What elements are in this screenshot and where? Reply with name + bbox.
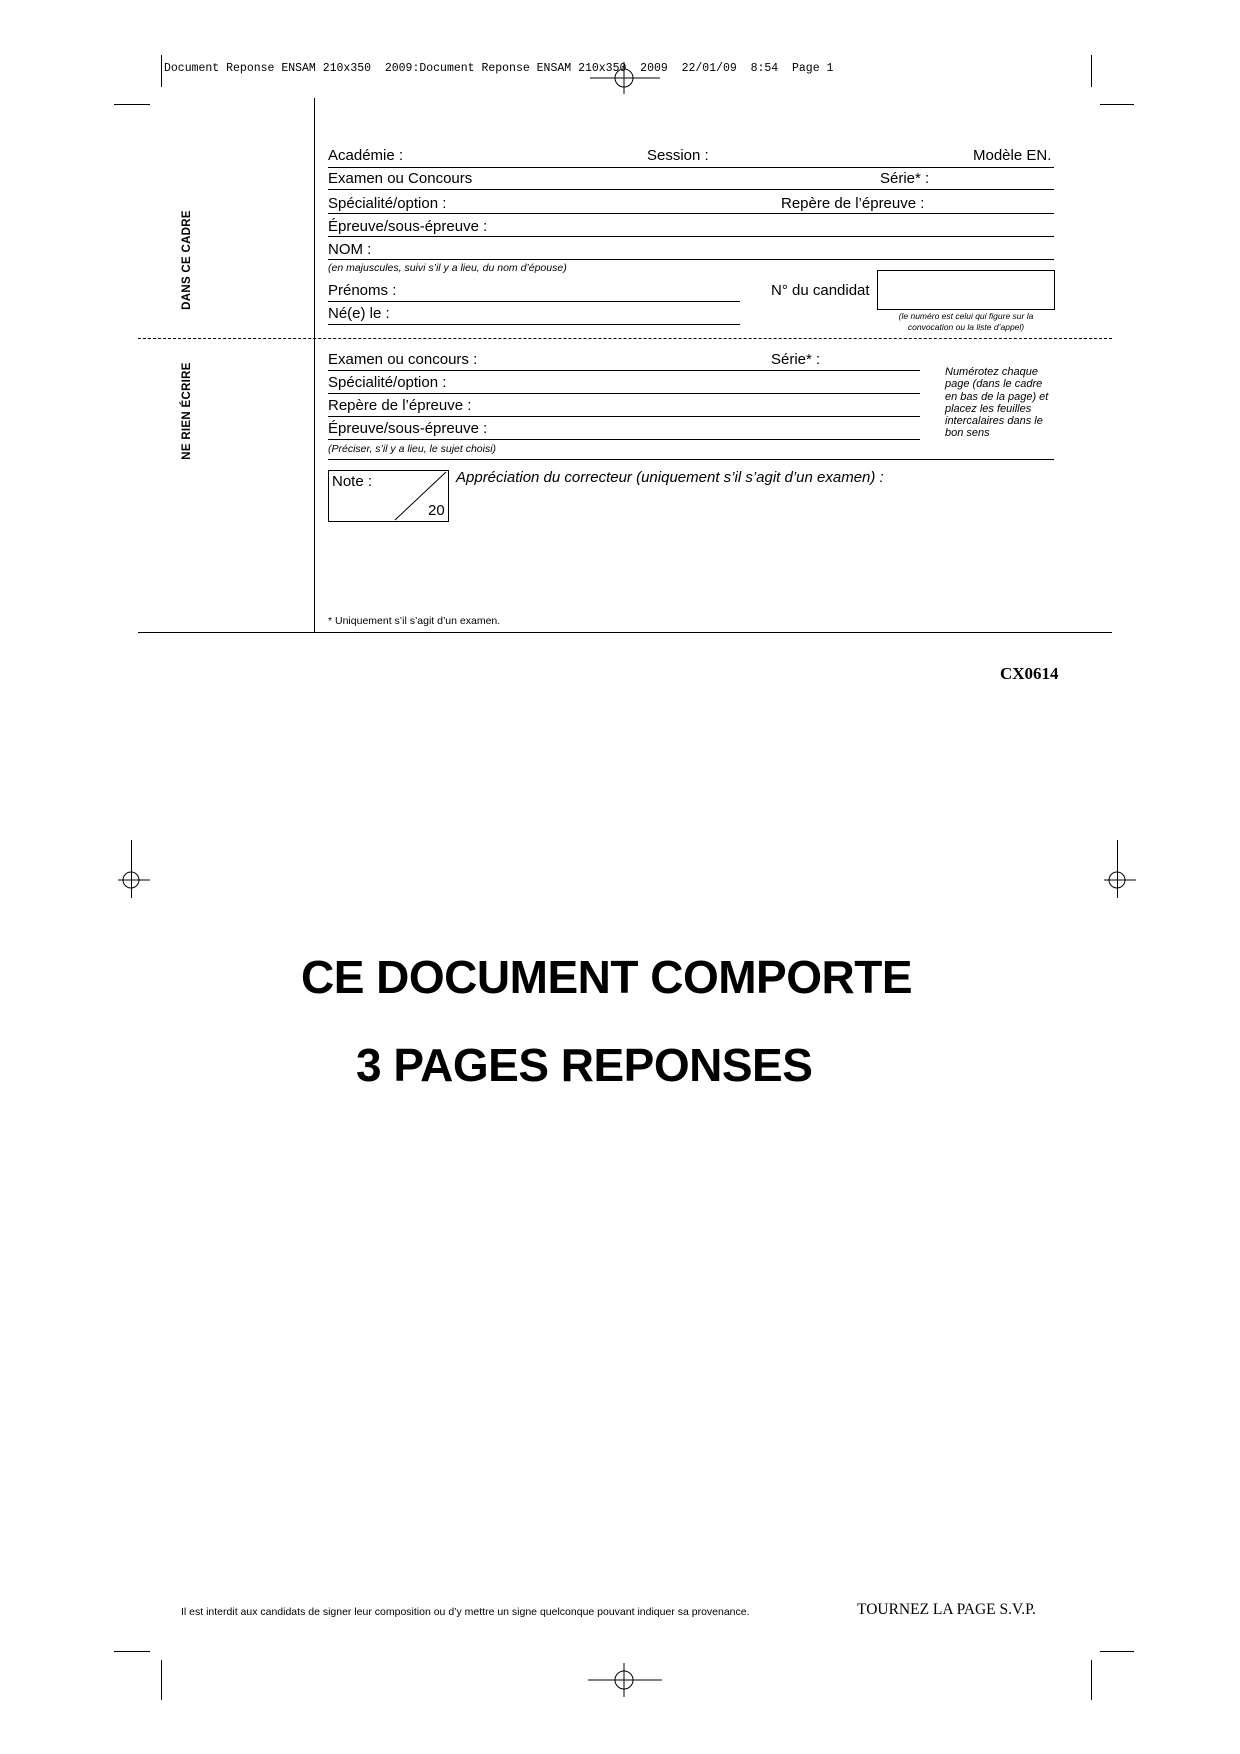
margin-divider <box>314 98 315 632</box>
epreuve-hint-line <box>328 459 1054 460</box>
session-label: Session : <box>647 147 709 164</box>
numerotez-note <box>945 366 1048 440</box>
ne-le-line <box>328 324 740 325</box>
repere-line-2 <box>328 416 920 417</box>
prenoms-line <box>328 301 740 302</box>
serie-label: Série* : <box>880 170 930 187</box>
candidat-hint-line-2: convocation ou la liste d’appel) <box>907 322 1025 332</box>
appreciation-label: Appréciation du correcteur (uniquement s’il s’agit d’un examen) : <box>456 469 884 486</box>
note-max: 20 <box>428 502 445 519</box>
prenoms-label: Prénoms : <box>328 282 397 299</box>
numerotez-line: Numérotez chaque <box>945 366 1038 378</box>
note-label: Note : <box>332 473 373 490</box>
examen-line <box>328 189 1054 190</box>
main-line-1: CE DOCUMENT COMPORTE <box>301 951 912 1003</box>
turn-page: TOURNEZ LA PAGE S.V.P. <box>857 1601 1036 1618</box>
margin-label-bottom: NE RIEN ÉCRIRE <box>181 362 193 460</box>
ne-le-label: Né(e) le : <box>328 305 390 322</box>
repere-label: Repère de l’épreuve : <box>781 195 925 212</box>
dashed-separator <box>138 338 1112 339</box>
specialite-line-2 <box>328 393 920 394</box>
specialite-label: Spécialité/option : <box>328 195 447 212</box>
numerotez-line: placez les feuilles <box>945 402 1032 415</box>
nom-line <box>328 259 1054 260</box>
numerotez-line: bon sens <box>945 427 990 440</box>
academie-line <box>328 167 1054 168</box>
epreuve-label-2: Épreuve/sous-épreuve : <box>328 420 488 437</box>
examen-concours-label: Examen ou concours : <box>328 351 478 368</box>
examen-label: Examen ou Concours <box>328 170 473 187</box>
numerotez-line: intercalaires dans le <box>945 415 1043 428</box>
candidat-hint-line-1: (le numéro est celui qui figure sur la <box>898 311 1034 321</box>
print-header: Document Reponse ENSAM 210x350 2009:Document Reponse ENSAM 210x350 2009 22/01/09 8:54 Page 1 <box>164 62 834 75</box>
footnote: * Uniquement s’il s’agit d’un examen. <box>328 615 501 627</box>
examen-concours-line <box>328 370 920 371</box>
epreuve-line-2 <box>328 439 920 440</box>
academie-label: Académie : <box>328 147 404 164</box>
specialite-line <box>328 213 1054 214</box>
epreuve-line <box>328 236 1054 237</box>
candidat-number-box[interactable] <box>877 270 1055 310</box>
epreuve-hint: (Préciser, s’il y a lieu, le sujet choisi) <box>328 443 497 455</box>
nom-hint: (en majuscules, suivi s’il y a lieu, du nom d’épouse) <box>328 262 567 274</box>
main-line-2: 3 PAGES REPONSES <box>356 1039 813 1091</box>
serie-label-2: Série* : <box>771 351 821 368</box>
candidat-hint <box>872 311 1060 333</box>
repere-label-2: Repère de l’épreuve : <box>328 397 472 414</box>
modele-label: Modèle EN. <box>973 147 1052 164</box>
nom-label: NOM : <box>328 241 372 258</box>
specialite-label-2: Spécialité/option : <box>328 374 447 391</box>
margin-label-top: DANS CE CADRE <box>181 210 193 310</box>
footer-notice: Il est interdit aux candidats de signer leur composition ou d’y mettre un signe quelconque pouvant indiquer sa provenance. <box>181 1606 750 1618</box>
numerotez-line: en bas de la page) et <box>945 390 1049 403</box>
numerotez-line: page (dans le cadre <box>945 378 1043 391</box>
candidat-label: N° du candidat <box>771 282 870 299</box>
form-bottom-rule <box>138 632 1112 633</box>
epreuve-label: Épreuve/sous-épreuve : <box>328 218 488 235</box>
document-code: CX0614 <box>1000 664 1059 683</box>
note-box[interactable] <box>328 470 449 522</box>
